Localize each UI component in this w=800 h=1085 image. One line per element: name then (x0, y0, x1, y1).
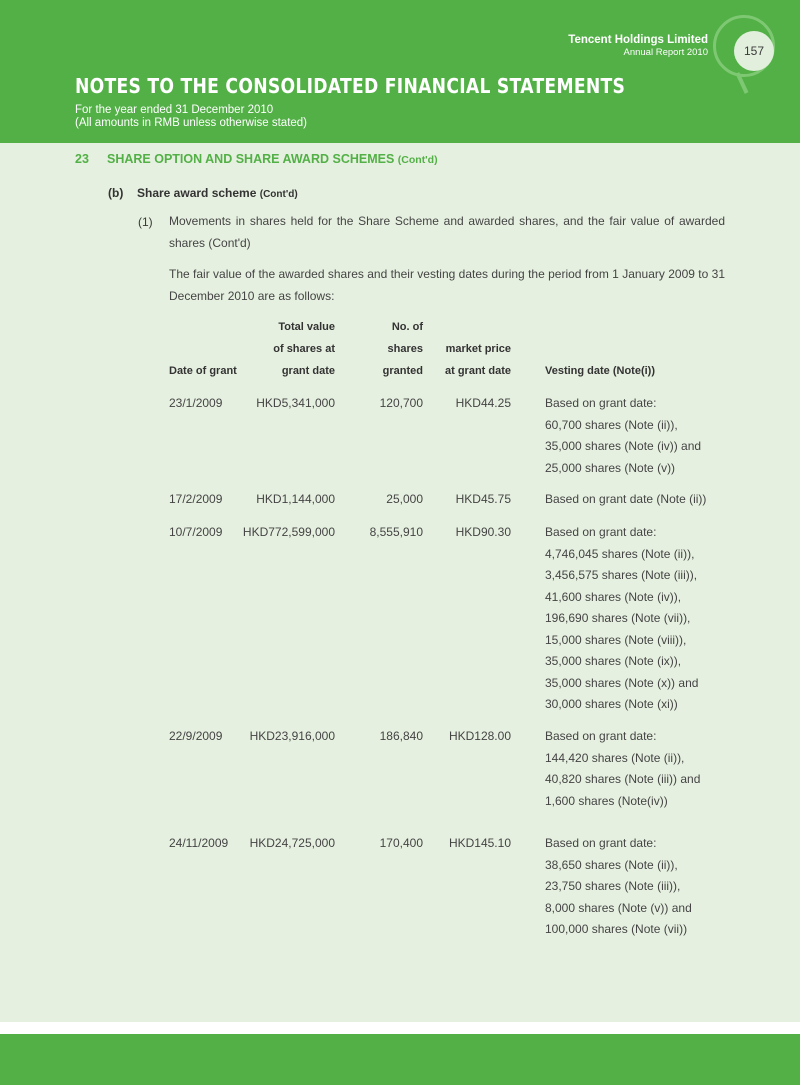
row-price: HKD145.10 (448, 836, 511, 850)
vesting-line: Based on grant date: (545, 729, 657, 743)
row-vesting (545, 833, 692, 941)
row-price: HKD45.75 (455, 492, 511, 506)
vesting-line: 4,746,045 shares (Note (ii)), (545, 546, 695, 561)
paragraph-intro: The fair value of the awarded shares and their vesting dates during the period from 1 January 2009 to 31 December 2010 are as follows: (169, 267, 725, 303)
row-value: HKD5,341,000 (256, 396, 335, 410)
vesting-line: 3,456,575 shares (Note (iii)), (545, 568, 698, 582)
header-shares-2: shares (387, 343, 423, 355)
vesting-line: Based on grant date: (545, 836, 657, 850)
vesting-line: 41,600 shares (Note (iv)), (545, 589, 682, 604)
subsection-title: Share award scheme (137, 186, 257, 200)
header-market-2: at grant date (444, 365, 511, 377)
vesting-line: 35,000 shares (Note (iv)) and (545, 439, 702, 453)
header-date-of-grant: Date of grant (169, 365, 237, 377)
header-total-value-3: grant date (281, 365, 335, 377)
page-subtitle (75, 104, 307, 130)
vesting-line: 30,000 shares (Note (xi)) (545, 697, 678, 711)
row-value: HKD772,599,000 (242, 525, 335, 539)
header-market-1: market price (445, 343, 511, 355)
section-heading (75, 152, 438, 166)
paragraph-number: (1) (138, 215, 153, 229)
vesting-line: Based on grant date: (545, 396, 657, 410)
company-block (568, 34, 708, 59)
row-vesting (545, 726, 700, 812)
row-shares: 120,700 (379, 396, 423, 410)
row-date: 10/7/2009 (169, 525, 223, 539)
row-vesting (545, 489, 706, 511)
page-title: NOTES TO THE CONSOLIDATED FINANCIAL STATEMENTS (75, 74, 626, 98)
page-number: 157 (734, 31, 774, 71)
vesting-line: 196,690 shares (Note (vii)), (545, 611, 691, 625)
header-shares-1: No. of (391, 321, 423, 333)
header-total-value-2: of shares at (273, 343, 335, 355)
page-header (0, 0, 800, 143)
vesting-line: Based on grant date: (545, 525, 657, 539)
company-name: Tencent Holdings Limited (568, 34, 708, 46)
footer-divider (0, 1022, 800, 1034)
section-suffix: (Cont'd) (397, 154, 438, 166)
vesting-line: 23,750 shares (Note (iii)), (545, 879, 681, 893)
subtitle-line-1: For the year ended 31 December 2010 (75, 104, 274, 116)
vesting-line: 35,000 shares (Note (x)) and (545, 675, 699, 690)
paragraph-text: Movements in shares held for the Share Scheme and awarded shares, and the fair value of awarded shares (Cont'd) (169, 214, 725, 250)
vesting-line: 100,000 shares (Note (vii)) (545, 922, 688, 936)
vesting-line: 60,700 shares (Note (ii)), (545, 417, 678, 432)
row-date: 17/2/2009 (169, 492, 223, 506)
vesting-line: Based on grant date (Note (ii)) (545, 492, 707, 506)
row-shares: 170,400 (379, 836, 423, 850)
header-total-value-1: Total value (278, 321, 335, 333)
subsection-suffix: (Cont'd) (259, 189, 298, 200)
vesting-line: 40,820 shares (Note (iii)) and (545, 772, 701, 786)
vesting-line: 25,000 shares (Note (v)) (545, 460, 676, 475)
row-shares: 186,840 (379, 729, 423, 743)
header-shares-3: granted (382, 365, 423, 377)
subtitle-line-2: (All amounts in RMB unless otherwise stated) (75, 117, 308, 129)
report-name: Annual Report 2010 (623, 47, 708, 58)
vesting-line: 1,600 shares (Note(iv)) (545, 793, 668, 808)
vesting-line: 38,650 shares (Note (ii)), (545, 857, 678, 872)
header-vesting: Vesting date (Note(i)) (545, 365, 656, 377)
vesting-line: 8,000 shares (Note (v)) and (545, 900, 692, 915)
row-date: 22/9/2009 (169, 729, 223, 743)
subsection-number: (b) (108, 186, 124, 200)
row-shares: 25,000 (386, 492, 423, 506)
row-value: HKD1,144,000 (256, 492, 335, 506)
row-shares: 8,555,910 (369, 525, 423, 539)
section-number: 23 (75, 152, 89, 166)
page-footer (0, 1034, 800, 1085)
row-date: 24/11/2009 (169, 836, 229, 850)
row-price: HKD128.00 (448, 729, 511, 743)
vesting-line: 35,000 shares (Note (ix)), (545, 654, 682, 668)
vesting-line: 15,000 shares (Note (viii)), (545, 632, 687, 647)
row-value: HKD24,725,000 (249, 836, 335, 850)
row-vesting (545, 393, 701, 479)
row-vesting (545, 522, 698, 716)
row-price: HKD44.25 (455, 396, 511, 410)
row-date: 23/1/2009 (169, 396, 223, 410)
row-value: HKD23,916,000 (249, 729, 335, 743)
vesting-line: 144,420 shares (Note (ii)), (545, 750, 685, 765)
row-price: HKD90.30 (455, 525, 511, 539)
section-title: SHARE OPTION AND SHARE AWARD SCHEMES (107, 152, 395, 166)
subsection-heading (108, 186, 298, 200)
